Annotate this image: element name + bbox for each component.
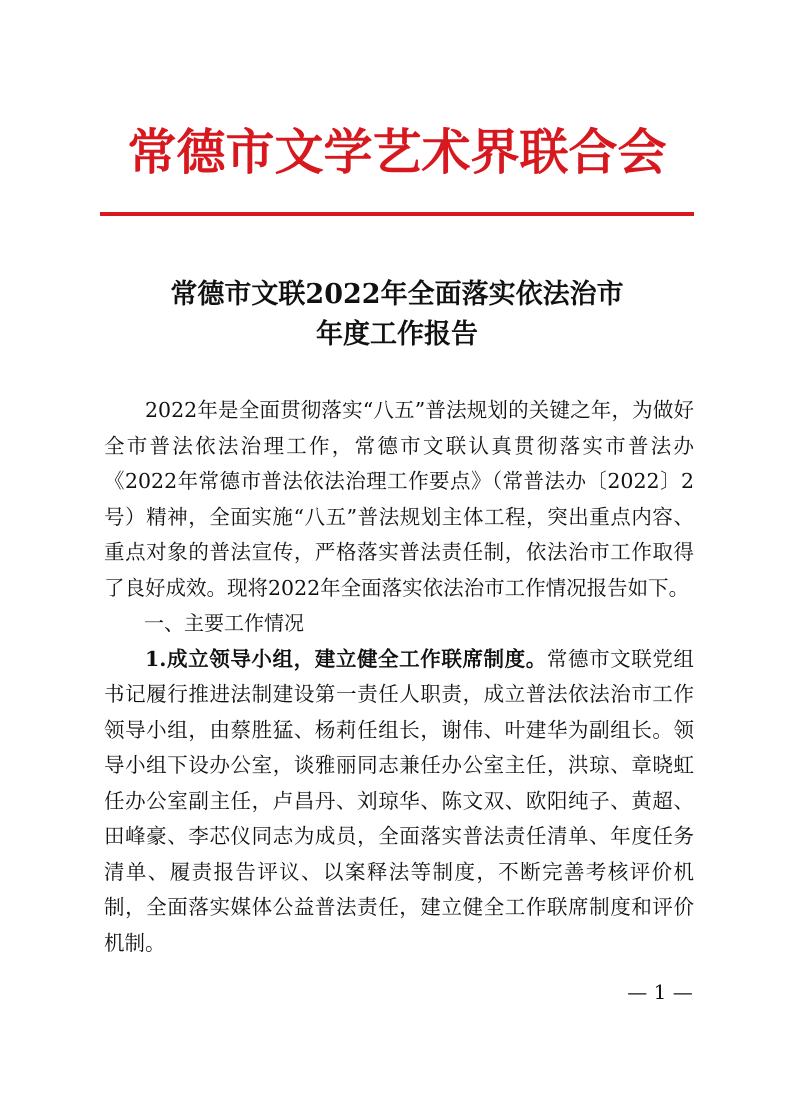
- section-heading-1: 一、主要工作情况: [144, 611, 304, 635]
- intro-paragraph: 2022年是全面贯彻落实“八五”普法规划的关键之年，为做好全市普法依法治理工作，常德市文联认真贯彻落实市普法办《2022年常德市普法依法治理工作要点》（常普法办〔2022〕2号）精神，全面实施“八五”普法规划主体工程，突出重点内容、重点对象的普法宣传，严格落实普法责任制，依法治市工作取得了良好成效。现将2022年全面落实依法治市工作情况报告如下。: [104, 398, 694, 600]
- document-title: [0, 275, 794, 355]
- document-title-line-2: 年度工作报告: [316, 319, 478, 350]
- item-1-text: 常德市文联党组书记履行推进法制建设第一责任人职责，成立普法依法治市工作领导小组，由蔡胜猛、杨莉任组长，谢伟、叶建华为副组长。领导小组下设办公室，谈雅丽同志兼任办公室主任，洪琼、章晓虹任办公室副主任，卢昌丹、刘琼华、陈文双、欧阳纯子、黄超、田峰豪、李芯仪同志为成员，全面落实普法责任清单、年度任务清单、履责报告评议、以案释法等制度，不断完善考核评价机制，全面落实媒体公益普法责任，建立健全工作联席制度和评价机制。: [104, 646, 694, 955]
- document-body: [104, 393, 694, 961]
- page-number: — 1 —: [627, 980, 693, 1004]
- item-1-paragraph: [104, 642, 694, 962]
- item-1-lead: 1.成立领导小组，建立健全工作联席制度。: [145, 646, 547, 671]
- document-title-line-1: 常德市文联2022年全面落实依法治市: [170, 279, 624, 310]
- letterhead-red-rule: [100, 212, 694, 216]
- org-letterhead-title: 常德市文学艺术界联合会: [127, 123, 667, 181]
